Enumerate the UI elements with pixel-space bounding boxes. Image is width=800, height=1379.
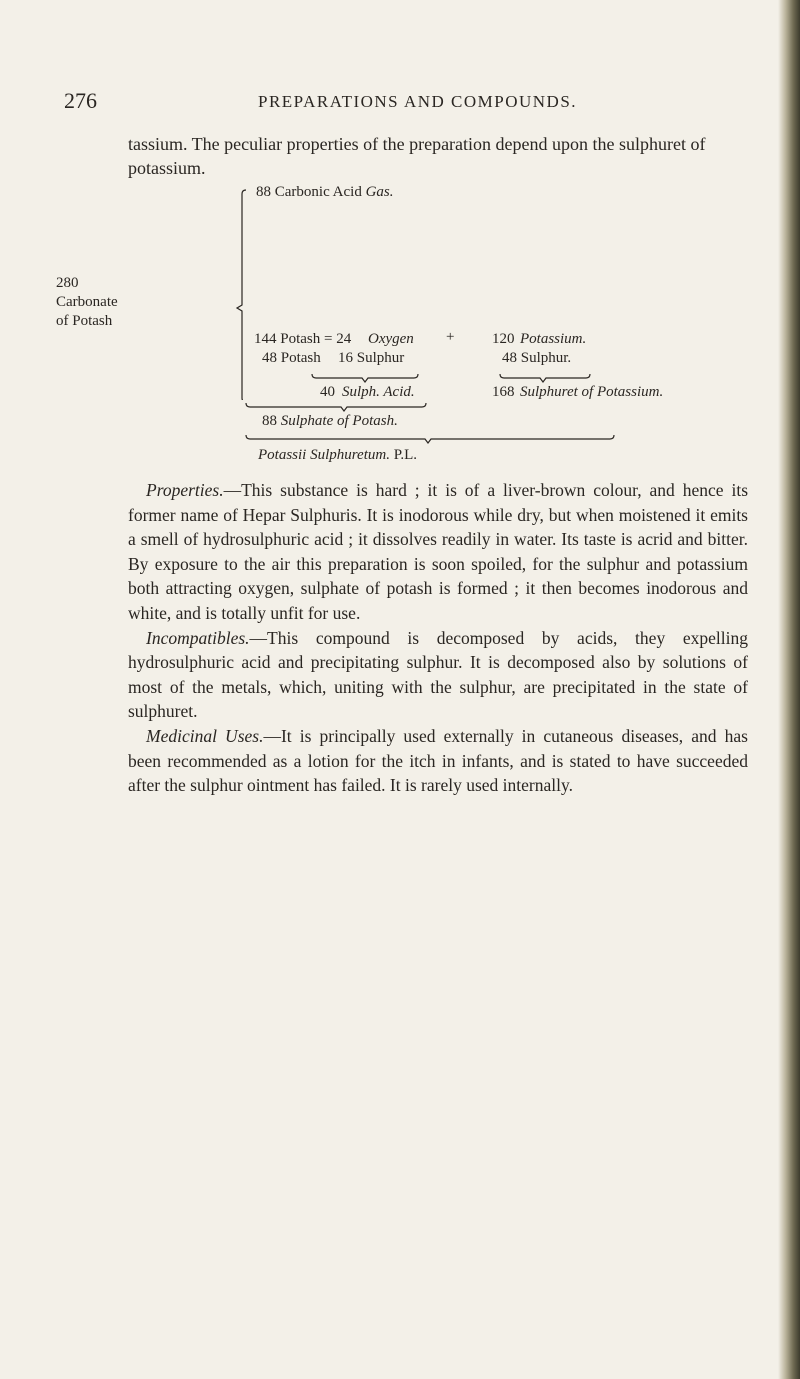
product-label — [258, 447, 417, 464]
section-properties — [128, 478, 748, 626]
reactant-name: Carbonate — [56, 294, 118, 310]
section-incompatibles — [128, 626, 748, 724]
row1-plus: + — [446, 329, 455, 345]
section-medicinal-uses — [128, 724, 748, 798]
row2-potash: 48 Potash — [262, 350, 321, 366]
page-number: 276 — [64, 88, 97, 113]
product-suffix: P.L. — [393, 447, 418, 463]
body-text — [128, 478, 748, 798]
brace-sulphate — [246, 403, 426, 411]
reaction-diagram-lower — [0, 0, 800, 480]
gas-prefix: 88 Carbonic Acid — [256, 184, 362, 200]
section-text: —This compound is decomposed by acids, they expelling hydrosulphuric acid and precipitating sulphur. It is decomposed also by solutions of most of the metals, which, uniting with the sulphur, are precipitated in the state of sulphuret. — [128, 627, 748, 722]
row3-amount: 40 — [320, 384, 335, 400]
brace-product — [246, 435, 614, 443]
gas-italic: Gas. — [365, 184, 394, 200]
row4-sulphate: Sulphate of Potash. — [280, 413, 398, 429]
row2-sulphur: 16 Sulphur — [338, 350, 405, 366]
row1-potassium: Potassium. — [520, 331, 587, 347]
intro-paragraph: tassium. The peculiar properties of the preparation depend upon the sulphuret of potassium. — [128, 134, 706, 178]
row3-sulphuret: Sulphuret of Potassium. — [520, 384, 664, 400]
row1-amount: 120 — [492, 331, 515, 347]
diagram-brackets-lower — [0, 0, 800, 480]
section-text: —This substance is hard ; it is of a liver-brown colour, and hence its former name of Hepar Sulphuris. It is inodorous while dry, but when moistened it emits a smell of hydrosulphuric acid ; it dissolves readily in water. Its taste is acrid and bitter. By exposure to the air this preparation is soon spoiled, for the sulphur and potassium both attracting oxygen, sulphate of potash is formed ; it then becomes inodorous and white, and is totally unfit for use. — [128, 480, 748, 623]
reactant-amount: 280 — [56, 275, 79, 291]
section-heading: Properties. — [146, 480, 224, 500]
row4-amount: 88 — [262, 413, 277, 429]
section-heading: Incompatibles. — [146, 627, 250, 648]
row3-amount-right: 168 — [492, 384, 515, 400]
product-name: Potassii Sulphuretum. — [258, 447, 390, 463]
row2-sulphur-right: 48 Sulphur. — [502, 350, 572, 366]
reactant-name-cont: of Potash — [56, 313, 113, 329]
section-text: —It is principally used externally in cutaneous diseases, and has been recommended as a lotion for the itch in infants, and is stated to have succeeded after the sulphur ointment has failed. It is rarely used internally. — [128, 725, 748, 796]
row4-label — [262, 413, 398, 430]
running-head: PREPARATIONS AND COMPOUNDS. — [258, 92, 578, 111]
row3-sulph-acid: Sulph. Acid. — [342, 384, 415, 400]
row1-oxygen: Oxygen — [368, 331, 414, 347]
section-heading: Medicinal Uses. — [146, 725, 264, 746]
row1-left: 144 Potash = 24 — [254, 331, 352, 347]
